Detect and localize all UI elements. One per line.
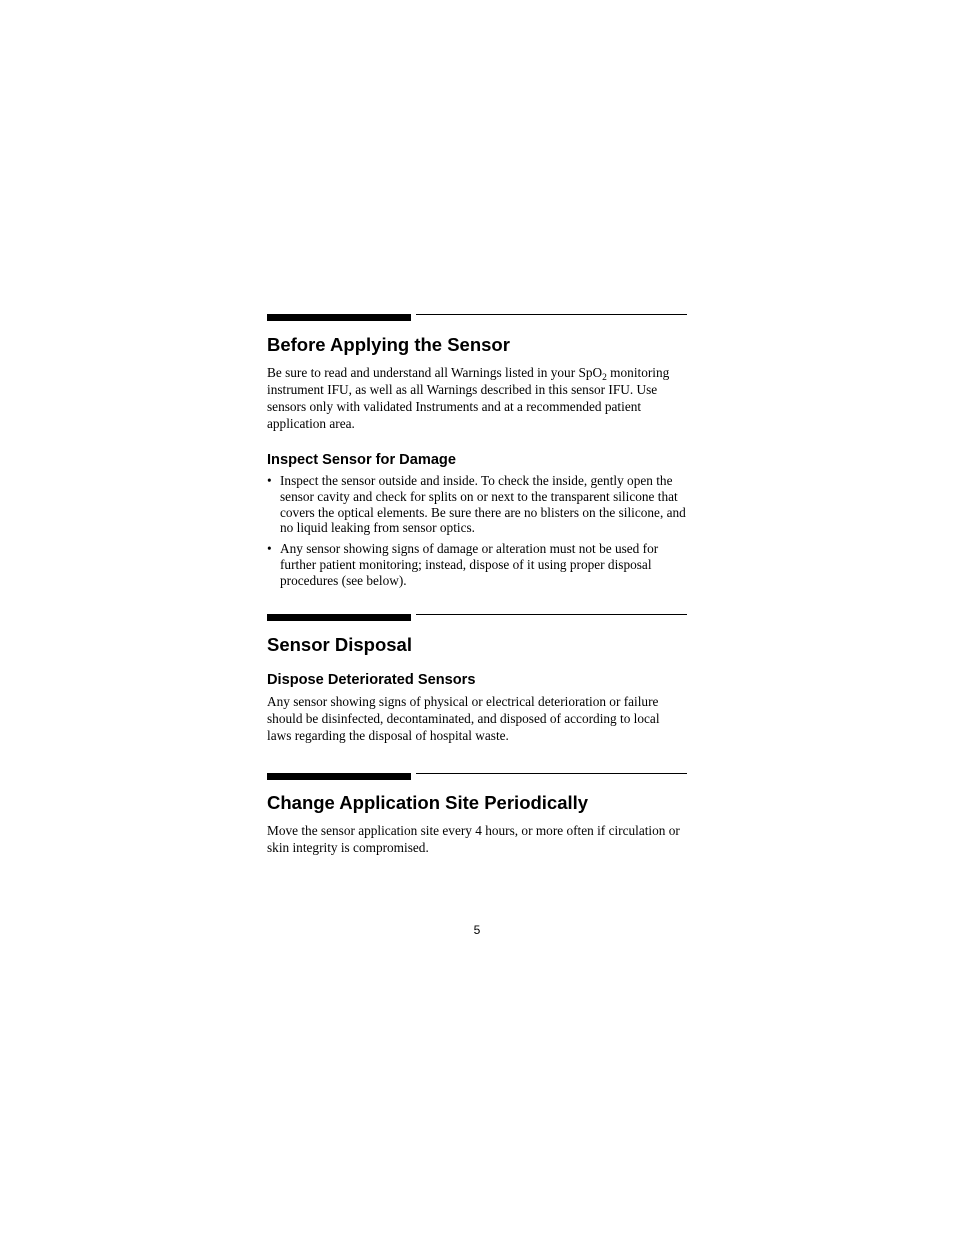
section-title: Before Applying the Sensor — [267, 334, 510, 355]
subheading-dispose: Dispose Deteriorated Sensors — [267, 672, 476, 688]
section-rule — [267, 314, 687, 321]
list-item — [267, 541, 687, 588]
list-item-text: Inspect the sensor outside and inside. To check the inside, gently open the sensor cavity and check for splits on or next to the transparent silicone that covers the optical elements. Be sure there are no blisters on the silicone, and no liquid leaking from sensor optics. — [280, 473, 686, 536]
list-item-text: Any sensor showing signs of damage or alteration must not be used for further patient monitoring; instead, dispose of it using proper disposal procedures (see below). — [280, 541, 659, 588]
rule-thin-line — [416, 773, 687, 774]
rule-thin-line — [416, 614, 687, 615]
rule-thin-line — [416, 314, 687, 315]
section-title: Change Application Site Periodically — [267, 792, 589, 813]
bullet-icon: • — [267, 473, 272, 488]
section-sensor-disposal — [267, 614, 687, 744]
page-number: 5 — [473, 923, 481, 937]
section-before-applying — [267, 314, 687, 589]
section-body: Any sensor showing signs of physical or electrical deterioration or failure should be disinfected, decontaminated, and disposed of according to local laws regarding the disposal of hospital waste. — [267, 694, 660, 743]
inspect-bullet-list — [267, 473, 687, 589]
intro-subscript: 2 — [602, 373, 607, 383]
rule-thick-bar — [267, 614, 411, 621]
subheading-inspect: Inspect Sensor for Damage — [267, 452, 456, 468]
list-item — [267, 473, 687, 536]
intro-text-end: monitoring instrument IFU, as well as all Warnings described in this sensor IFU. Use sensors only with validated Instruments and at a recommended patient application area. — [267, 365, 670, 431]
rule-thick-bar — [267, 773, 411, 780]
section-intro — [267, 364, 687, 432]
section-rule — [267, 773, 687, 780]
section-rule — [267, 614, 687, 621]
bullet-icon: • — [267, 541, 272, 557]
section-change-site — [267, 773, 687, 856]
section-title: Sensor Disposal — [267, 634, 412, 655]
rule-thick-bar — [267, 314, 411, 321]
intro-text-start: Be sure to read and understand all Warnings listed in your SpO — [267, 365, 603, 380]
section-body: Move the sensor application site every 4 hours, or more often if circulation or skin integrity is compromised. — [267, 823, 680, 855]
